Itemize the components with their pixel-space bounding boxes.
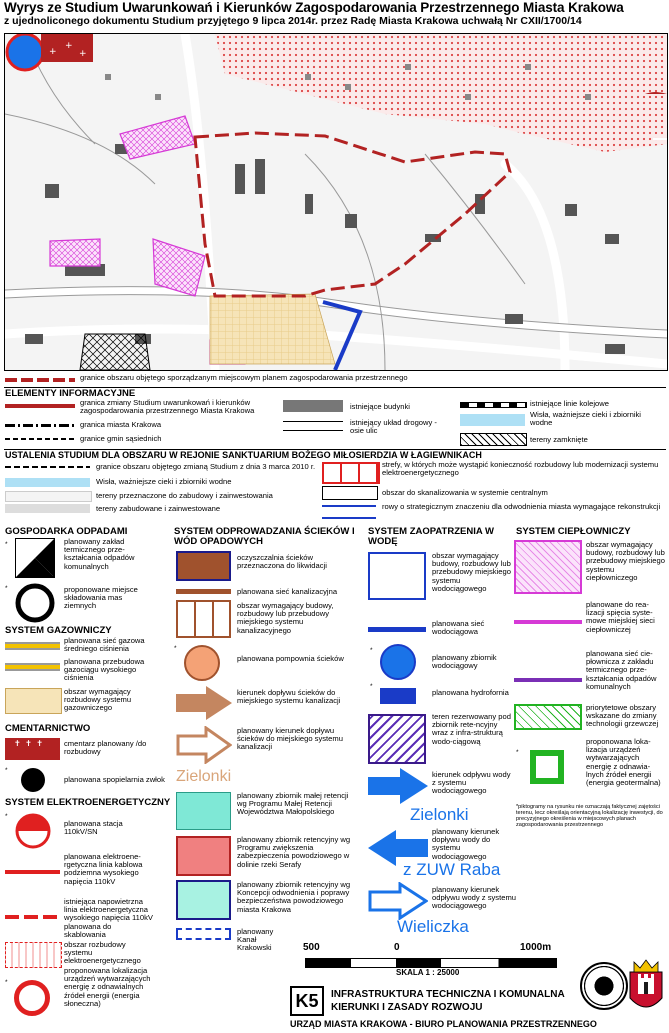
info-elements-title: ELEMENTY INFORMACYJNE (5, 388, 136, 399)
elektro-title: SYSTEM ELEKTROENERGETYCZNY (5, 797, 171, 808)
small-retention-swatch (176, 792, 231, 830)
planned-water-outflow-arrow-icon (368, 882, 428, 920)
info-item: granica zmiany Studium uwarunkowań i kierunków zagospodarowania przestrzennego Miasta Krakowa (80, 398, 255, 416)
info-item: granica miasta Krakowa (80, 420, 162, 429)
serafa-retention-swatch (176, 836, 231, 876)
gaz-item: planowana sieć gazowa średniego ciśnienia (64, 636, 145, 654)
cmentarz-item: planowana spopielarnia zwłok (64, 775, 165, 784)
krakow-retention-swatch (176, 880, 231, 920)
svg-text:+: + (79, 49, 87, 59)
planned-sewage-flow-arrow-icon (176, 726, 232, 764)
overhead-line-swatch (5, 915, 60, 919)
cieplo-item: obszar wymagający budowy, rozbudowy lub przebudowy miejskiego systemu ciepłowniczego (586, 540, 665, 582)
ustalenia-swatch (5, 478, 90, 487)
scieki-direction-label: Zielonki (176, 768, 232, 785)
sewer-swatch (176, 589, 231, 594)
elektro-item: istniejąca napowietrzna linia elektroenergetyczna wysokiego napięcia 110kV planowana do skablowania (64, 897, 153, 939)
scieki-item: planowany zbiornik małej retencji wg Programu Małej Retencji Województwa Małopolskiego (237, 791, 349, 817)
krakow-coat-of-arms-logo (626, 958, 666, 1016)
boundary-legend-label: granice obszaru objętego sporządzanym miejscowym planem zagospodarowania przestrzennego (80, 373, 408, 382)
ustalenia-swatch (5, 466, 90, 468)
gas-medium-swatch (5, 642, 60, 650)
scieki-item: planowany zbiornik retencyjny wg Programu zwiększenia zabezpieczenia powodziowego w dolinie rzeki Serafy (237, 835, 351, 869)
krakow-canal-swatch (176, 928, 231, 940)
info-item: istniejące linie kolejowe (530, 399, 609, 408)
odpady-title: GOSPODARKA ODPADAMI (5, 526, 128, 537)
crematorium-icon (21, 768, 45, 792)
scale-tick: 0 (394, 942, 400, 953)
water-network-swatch (368, 627, 426, 632)
elektro-item: planowana stacja 110kV/SN (64, 819, 123, 837)
woda-item: teren rezerwowany pod zbiornik rete-ncyjny wraz z infra-strukturą wodo-ciągową (432, 712, 511, 746)
info-item: istniejący układ drogowy - osie ulic (350, 418, 437, 436)
map-title: Wyrys ze Studium Uwarunkowań i Kierunków Zagospodarowania Przestrzennego Miasta Krakowa (4, 0, 624, 15)
magenta-zone (50, 239, 100, 266)
magenta-zone (120, 116, 195, 159)
water-outflow-arrow-icon (368, 768, 428, 804)
ustalenia-left-item: Wisła, ważniejsze cieki i zbiorniki wodne (96, 477, 232, 486)
scale-label: SKALA 1 : 25000 (396, 968, 460, 977)
footnote: *piktogramy na rysunku nie oznaczają faktycznej zajętości terenu, lecz określają orientacyjną lokalizację inwestycji, do precyzyjnego określenia w miejscowych planach zagospodarowania przestrzennego (516, 804, 663, 829)
elektro-item: obszar rozbudowy systemu elektroenergetycznego (64, 940, 141, 966)
heating-change-swatch (514, 704, 582, 730)
ustalenia-right-item: obszar do skanalizowania w systemie centralnym (382, 488, 548, 497)
woda-direction-label: Zielonki (410, 805, 469, 824)
cieplo-item: planowana sieć cie-płownicza z zakładu termicznego prze-kształcania odpadów komunalnych (586, 649, 657, 691)
waste-plant-icon (15, 538, 55, 578)
heat-waste-line-swatch (514, 678, 582, 682)
substation-icon (14, 812, 52, 850)
water-area-swatch (368, 552, 426, 600)
scale-tick: 500 (303, 942, 320, 953)
heat-link-swatch (514, 620, 582, 624)
woda-item: obszar wymagający budowy, rozbudowy lub przebudowy miejskiego systemu wodociągowego (432, 551, 511, 593)
woda-item: planowana hydrofornia (432, 688, 509, 697)
woda-item: planowana sieć wodociągowa (432, 619, 485, 637)
water-reservoir-symbol (7, 34, 43, 70)
elektro-item: proponowana lokalizacja urządzeń wytwarzających energię z odnawialnych źródeł energii (energia słoneczna) (64, 966, 151, 1008)
woda-item: planowany kierunek odpływu wody z systemu wodociągowego (432, 885, 516, 911)
pump-station-icon (184, 645, 220, 681)
cieplo-title: SYSTEM CIEPŁOWNICZY (516, 526, 631, 537)
study-boundary-swatch (5, 404, 75, 408)
odpady-item: planowany zakład termicznego prze-kształcania odpadów komunalnych (64, 537, 135, 571)
map-svg (5, 34, 667, 370)
gaz-title: SYSTEM GAZOWNICZY (5, 625, 112, 636)
gaz-item: planowana przebudowa gazociągu wysokiego ciśnienia (64, 657, 145, 683)
sheet-title-line1: INFRASTRUKTURA TECHNICZNA I KOMUNALNA (331, 989, 565, 1000)
woda-direction-label: z ZUW Raba (403, 860, 501, 879)
info-item: tereny zamknięte (530, 435, 588, 444)
scieki-item: kierunek dopływu ścieków do miejskiego systemu kanalizacji (237, 688, 341, 706)
scale-tick: 1000m (520, 942, 552, 953)
sewer-area-swatch (176, 600, 231, 638)
gas-high-swatch (5, 663, 60, 671)
soil-storage-icon (15, 583, 55, 623)
city-boundary-swatch (5, 424, 75, 427)
woda-item: kierunek odpływu wody z systemu wodociągowego (432, 770, 511, 796)
wwtp-closure-swatch (176, 551, 231, 581)
info-item: Wisła, ważniejsze cieki i zbiorniki wodne (530, 410, 641, 428)
office-name: URZĄD MIASTA KRAKOWA - BIURO PLANOWANIA PRZESTRZENNEGO (290, 1019, 597, 1029)
scieki-item: planowany Kanał Krakowski (237, 927, 274, 953)
map-area (4, 33, 668, 371)
cieplo-item: planowane do rea-lizacji spięcia syste-mowe miejskiej sieci ciepłowniczej (586, 600, 655, 634)
ustalenia-right-item: strefy, w których może wystąpić konieczność rozbudowy lub modernizacji systemu elektroenergetycznego (382, 460, 659, 478)
sheet-code: K5 (290, 986, 324, 1016)
closed-area-swatch (460, 433, 527, 446)
sewage-flow-arrow-icon (176, 686, 232, 720)
cable-line-swatch (5, 870, 60, 874)
svg-text:+: + (49, 47, 57, 57)
sheet-title-line2: KIERUNKI I ZASADY ROZWOJU (331, 1002, 483, 1013)
heat-area-swatch (514, 540, 582, 594)
closed-area (80, 334, 150, 370)
scieki-item: oczyszczalnia ścieków przeznaczona do likwidacji (237, 553, 327, 571)
gas-area-swatch (5, 688, 62, 714)
ustalenia-left-item: granice obszaru objętego zmianą Studium z dnia 3 marca 2010 r. (96, 462, 316, 471)
water-swatch (460, 414, 525, 426)
svg-text:+: + (65, 41, 73, 51)
scieki-item: planowany kierunek dopływu ścieków do miejskiego systemu kanalizacji (237, 726, 343, 752)
railway-swatch (460, 402, 527, 408)
gaz-item: obszar wymagający rozbudowy systemu gazowniczego (64, 687, 132, 713)
water-tank-icon (380, 644, 416, 680)
elektro-item: planowana elektroene-rgetyczna linia kablowa podziemna wysokiego napięcia 110kV (64, 852, 143, 886)
info-item: istniejące budynki (350, 402, 410, 411)
roads-swatch (283, 421, 343, 431)
scieki-item: planowany zbiornik retencyjny wg Koncepcji odwodnienia i poprawy bezpieczeństwa powodziowego miasta Krakowa (237, 880, 351, 914)
ustalenia-title: USTALENIA STUDIUM DLA OBSZARU W REJONIE SANKTUARIUM BOŻEGO MIŁOSIERDZIA W ŁAGIEWNIKACH (5, 450, 482, 460)
scieki-item: obszar wymagający budowy, rozbudowy lub przebudowy miejskiego systemu kanalizacyjnego (237, 601, 334, 635)
scale-bar (305, 958, 557, 968)
solar-energy-icon (14, 980, 50, 1016)
scieki-item: planowana pompownia ścieków (237, 654, 344, 663)
ustalenia-left-item: tereny zabudowane i zainwestowane (96, 504, 221, 513)
municipal-boundary-swatch (5, 438, 75, 440)
hydrophore-icon (380, 688, 416, 704)
ustalenia-swatch (5, 504, 90, 513)
ustalenia-swatch (322, 505, 376, 519)
odpady-item: proponowane miejsce składowania mas ziemnych (64, 585, 138, 611)
scieki-title: SYSTEM ODPROWADZANIA ŚCIEKÓW I WÓD OPADOWYCH (174, 526, 355, 548)
cmentarz-item: cmentarz planowany /do rozbudowy (64, 739, 147, 757)
planning-office-logo (580, 962, 628, 1010)
scieki-item: planowana sieć kanalizacyjna (237, 587, 338, 596)
cmentarz-title: CMENTARNICTWO (5, 723, 91, 734)
retention-reserve-swatch (368, 714, 426, 764)
ustalenia-swatch (322, 462, 380, 484)
woda-title: SYSTEM ZAOPATRZENIA W WODĘ (368, 526, 494, 548)
ustalenia-right-item: rowy o strategicznym znaczeniu dla odwodnienia miasta wymagające rekonstrukcji (382, 502, 661, 511)
ustalenia-swatch (322, 486, 378, 500)
elektro-area-swatch (5, 942, 62, 968)
woda-item: planowany zbiornik wodociągowy (432, 653, 497, 671)
cieplo-item: proponowana loka-lizacja urządzeń wytwarzających energię z odnawia-lnych źródeł energii (energia geotermalna) (586, 737, 661, 787)
woda-direction-label: Wieliczka (397, 917, 469, 936)
ustalenia-left-item: tereny przeznaczone do zabudowy i zainwestowania (96, 491, 273, 500)
map-subtitle: z ujednoliconego dokumentu Studium przyjętego 9 lipca 2014r. przez Radę Miasta Krakowa uchwałą Nr CXII/1700/14 (4, 15, 582, 27)
woda-item: planowany kierunek dopływu wody do systemu wodociągowego (432, 827, 500, 861)
buildings-swatch (283, 400, 343, 412)
ustalenia-swatch (5, 491, 92, 502)
beige-zone (210, 294, 335, 364)
cieplo-item: priorytetowe obszary wskazane do zmiany technologii grzewczej (586, 703, 659, 729)
info-item: granice gmin sąsiednich (80, 434, 162, 443)
geothermal-icon (530, 750, 564, 784)
boundary-legend-swatch (5, 378, 75, 382)
